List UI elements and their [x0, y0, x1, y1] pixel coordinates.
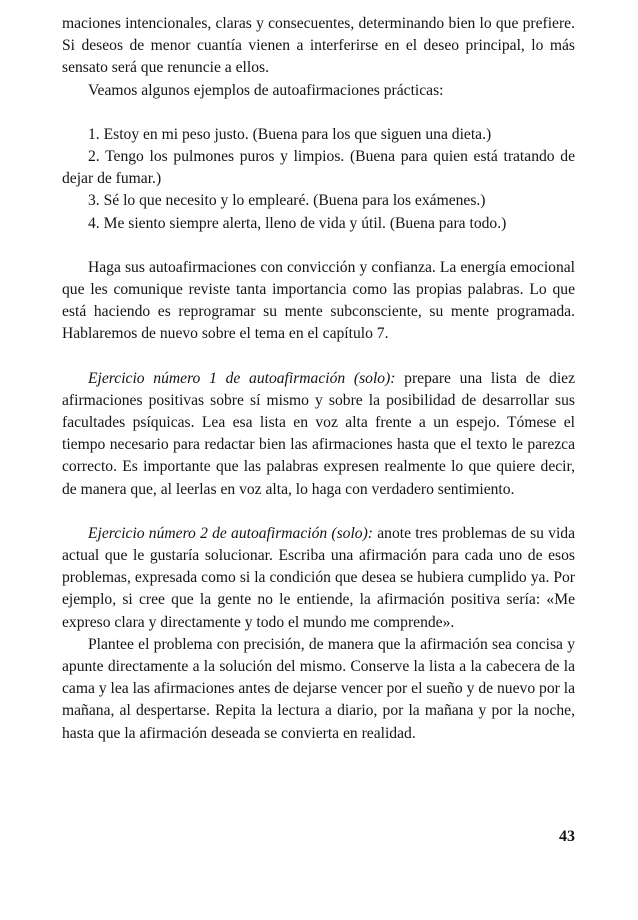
list-item: 4. Me siento siempre alerta, lleno de vida y útil. (Buena para todo.) [88, 214, 507, 232]
body-text [62, 13, 575, 745]
list-item: 1. Estoy en mi peso justo. (Buena para los que siguen una dieta.) [88, 125, 492, 143]
exercise-1-text: prepare una lista de diez afirmaciones positivas sobre sí mismo y sobre la posibilidad de desarrollar sus facultades psíquicas. Lea esa lista en voz alta frente a un espejo. Tómese el tiempo necesario para redactar bien las afirmaciones hasta que el texto le parezca correcto. Es importante que las palabras expresen realmente lo que quiere decir, de manera que, al leerlas en voz alta, lo haga con verdadero sentimiento. [62, 369, 575, 498]
list-item: 3. Sé lo que necesito y lo emplearé. (Buena para los exámenes.) [88, 192, 486, 210]
exercise-2-title: Ejercicio número 2 de autoafirmación (solo): [88, 524, 373, 542]
page-number: 43 [559, 828, 575, 845]
exercise-1 [62, 368, 575, 501]
exercise-2-text: anote tres problemas de su vida actual que le gustaría solucionar. Escriba una afirmación para cada uno de esos problemas, expresada como si la condición que desea se hubiera cumplido ya. Por ejemplo, si cree que la gente no le entiende, la afirmación positiva sería: «Me expreso clara y directamente y todo el mundo me comprende». [62, 524, 576, 631]
paragraph-intro-continuation: maciones intencionales, claras y consecuentes, determinando bien lo que prefiere. Si deseos de menor cuantía vienen a interferirse en el deseo principal, lo más sensato será que renuncie a ellos. [62, 15, 575, 77]
paragraph-conviction: Haga sus autoafirmaciones con convicción y confianza. La energía emocional que les comunique reviste tanta importancia como las propias palabras. Lo que está haciendo es reprogramar su mente subconsciente, su mente programada. Hablaremos de nuevo sobre el tema en el capítulo 7. [62, 258, 575, 343]
list-item: 2. Tengo los pulmones puros y limpios. (Buena para quien está tratando de dejar de fumar.) [62, 148, 575, 188]
paragraph-examples-intro: Veamos algunos ejemplos de autoafirmaciones prácticas: [88, 81, 444, 99]
paragraph-problem-statement: Plantee el problema con precisión, de manera que la afirmación sea concisa y apunte directamente a la solución del mismo. Conserve la lista a la cabecera de la cama y lea las afirmaciones antes de dejarse vencer por el sueño y de nuevo por la mañana, al despertarse. Repita la lectura a diario, por la mañana y por la noche, hasta que la afirmación deseada se convierta en realidad. [62, 635, 575, 742]
affirmation-list [62, 124, 575, 235]
exercise-2 [62, 523, 575, 634]
exercise-1-title: Ejercicio número 1 de autoafirmación (solo): [88, 369, 396, 387]
